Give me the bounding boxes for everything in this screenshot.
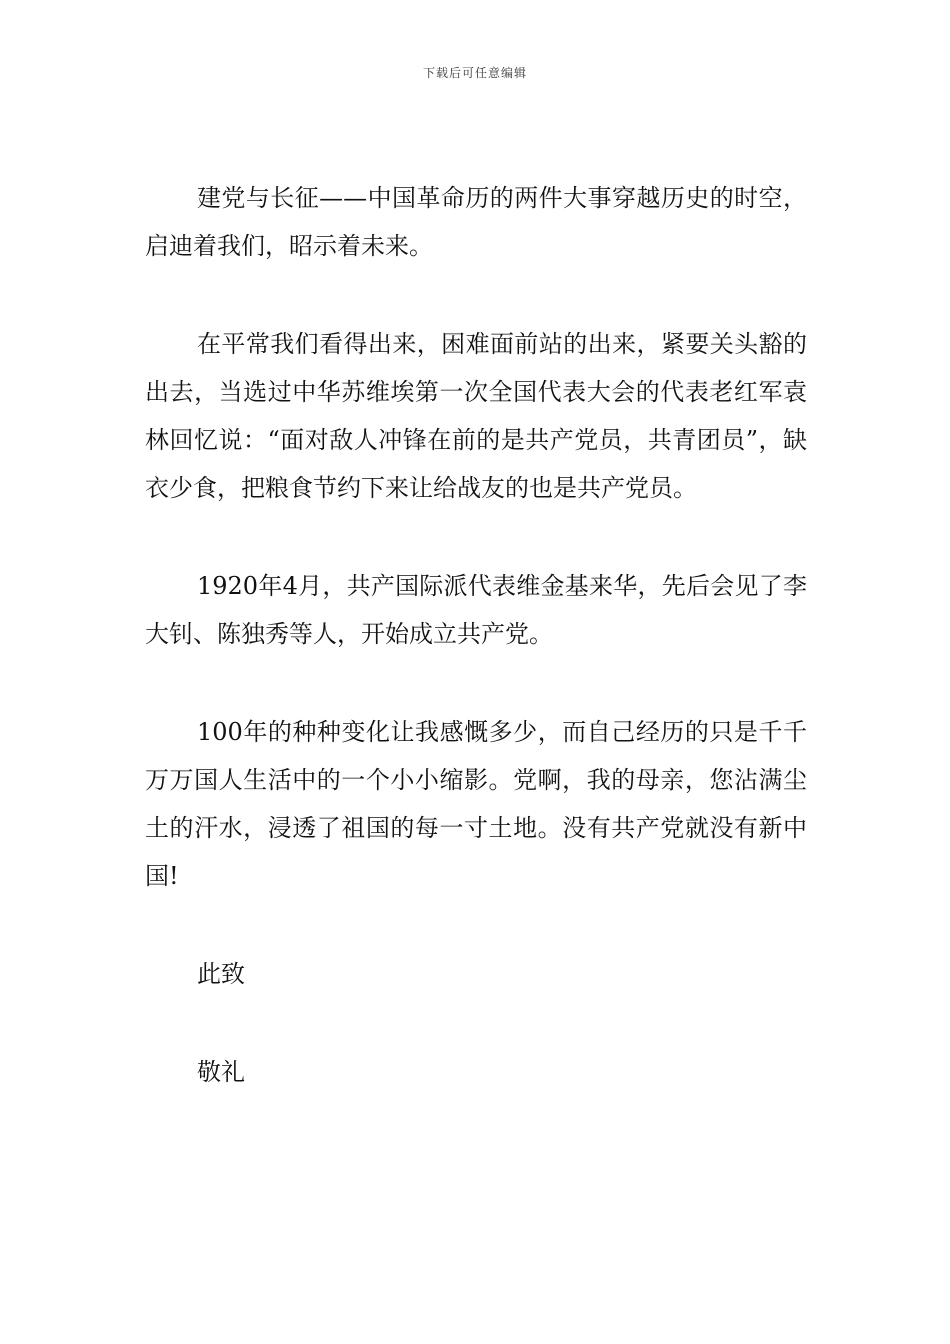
paragraph-4: 100年的种种变化让我感慨多少，而自己经历的只是千千万万国人生活中的一个小小缩影。党啊，我的母亲，您沾满尘土的汗水，浸透了祖国的每一寸土地。没有共产党就没有新中国! bbox=[145, 718, 807, 890]
closing-salutation: 此致 bbox=[197, 960, 245, 988]
closing-regards: 敬礼 bbox=[197, 1058, 245, 1086]
header-note: 下载后可任意编辑 bbox=[422, 66, 527, 80]
document-body bbox=[145, 174, 807, 1146]
paragraph-1: 建党与长征——中国革命历的两件大事穿越历史的时空，启迪着我们，昭示着未来。 bbox=[145, 184, 807, 260]
paragraph-2: 在平常我们看得出来，困难面前站的出来，紧要关头豁的出去，当选过中华苏维埃第一次全国代表大会的代表老红军袁林回忆说：“面对敌人冲锋在前的是共产党员，共青团员”，缺衣少食，把粮食节约下来让给战友的也是共产党员。 bbox=[145, 330, 807, 502]
paragraph-3: 1920年4月，共产国际派代表维金基来华，先后会见了李大钊、陈独秀等人，开始成立共产党。 bbox=[145, 572, 807, 648]
